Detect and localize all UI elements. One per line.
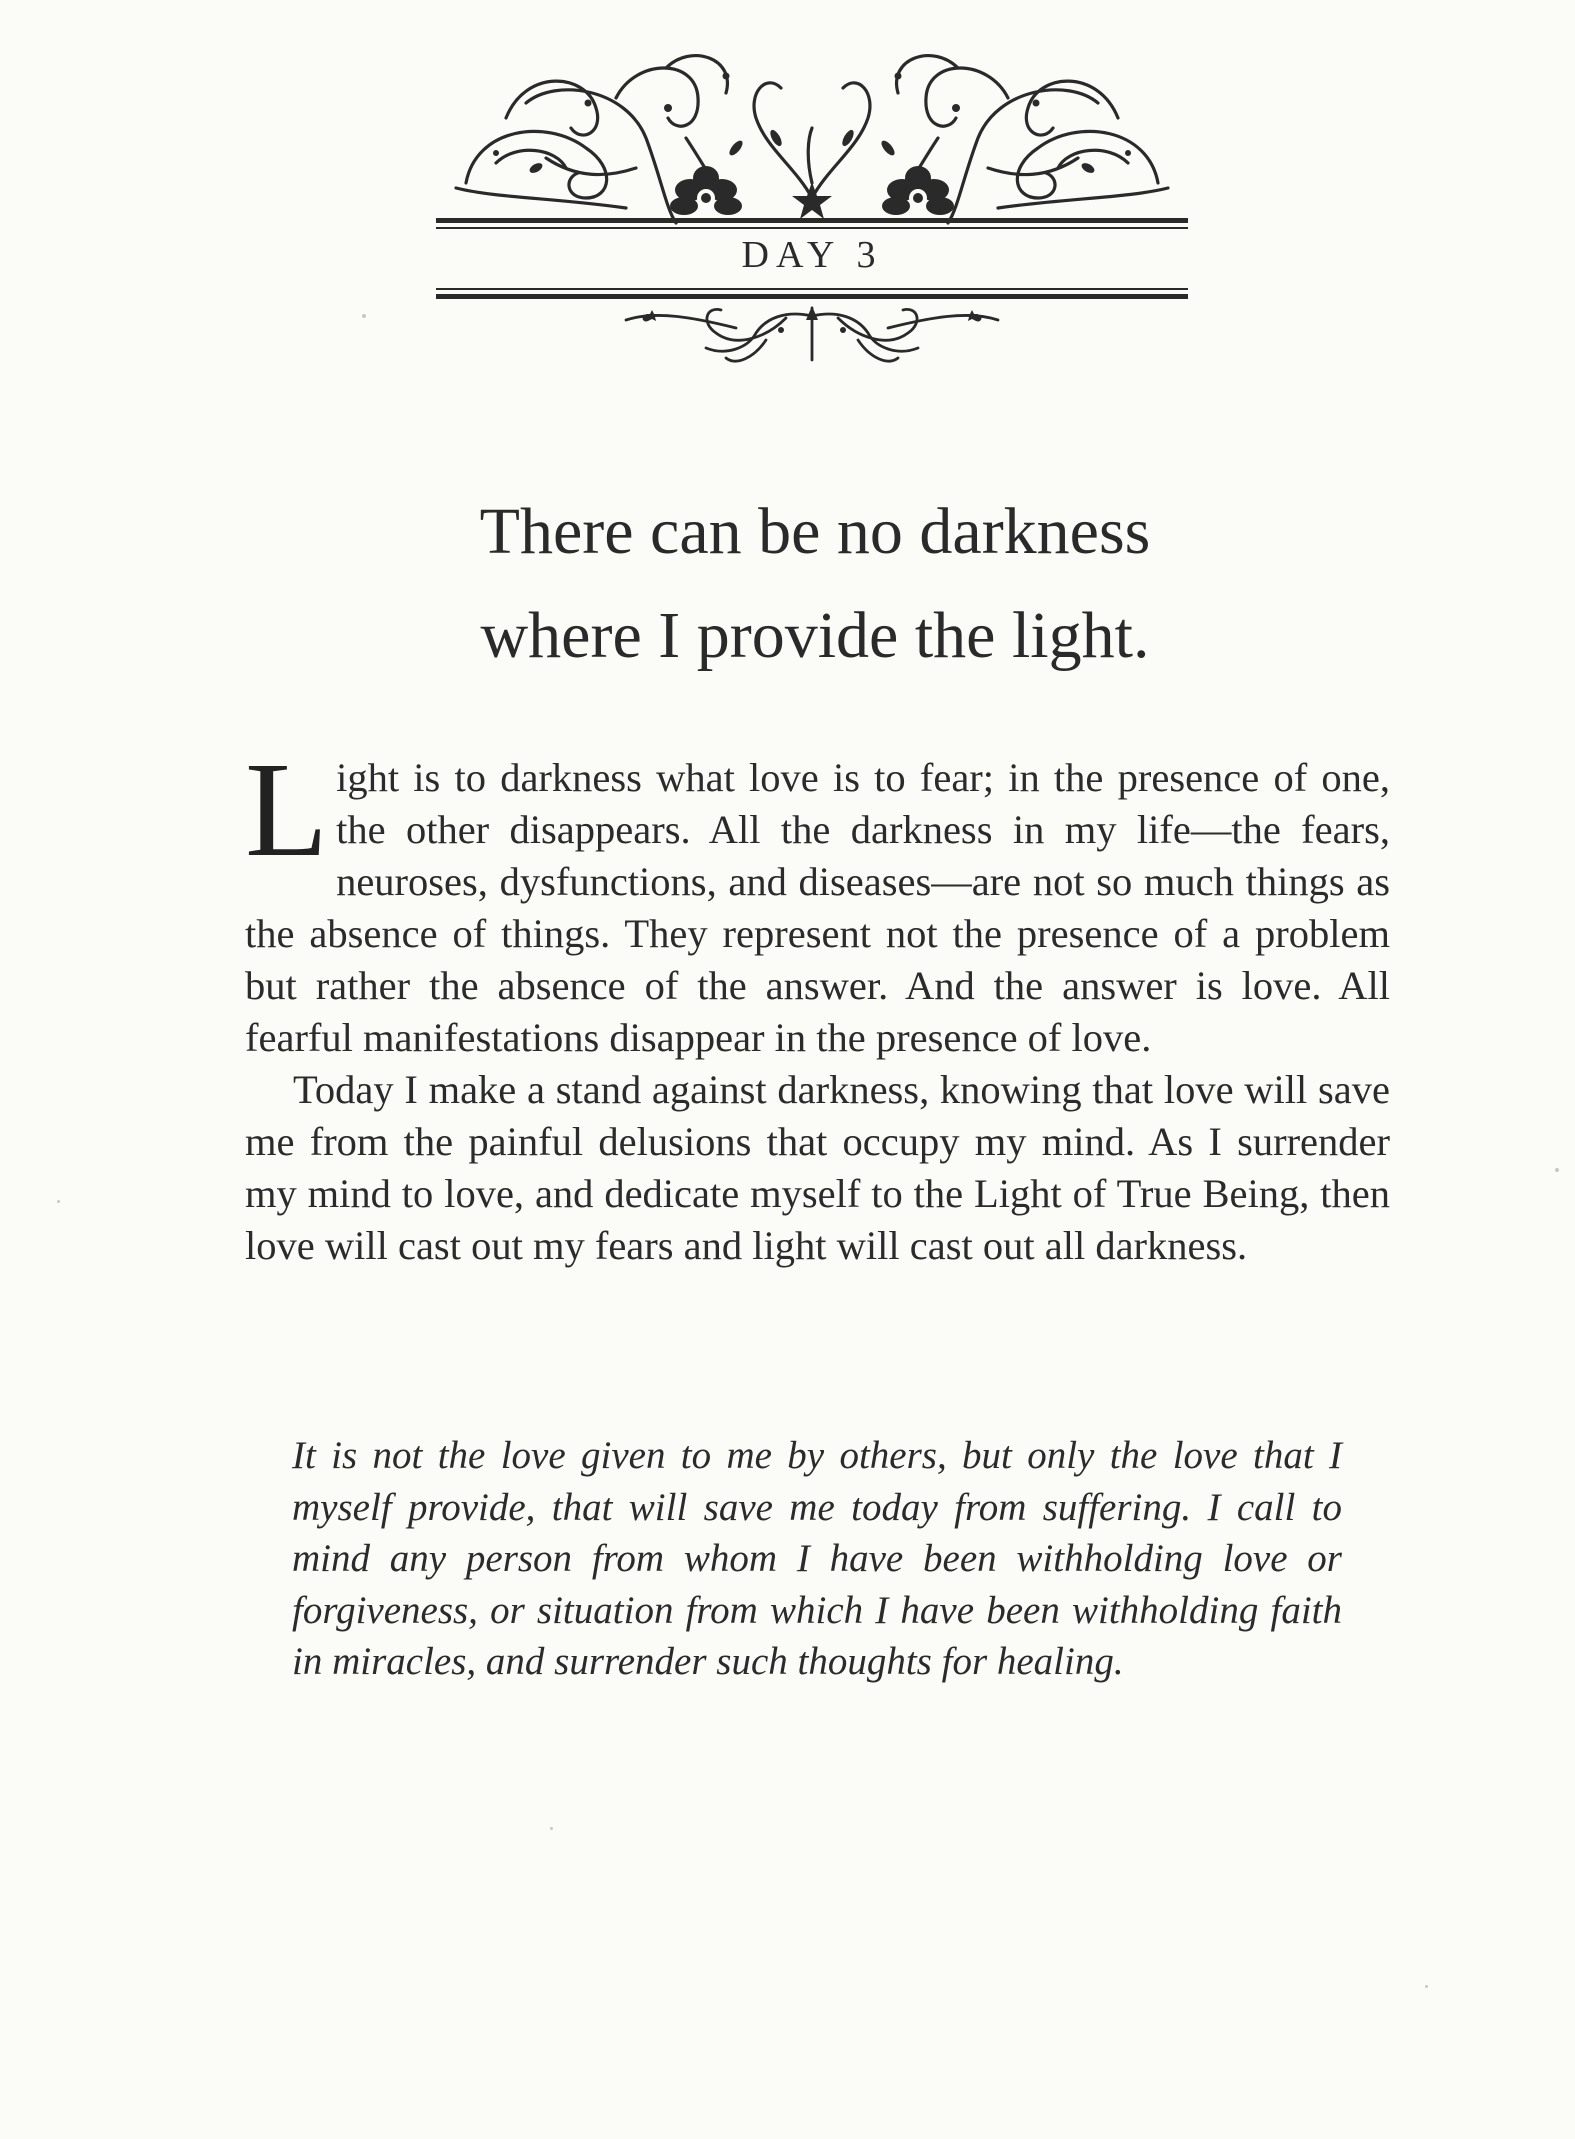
affirmation-text: It is not the love given to me by others, but only the love that I myself provide, that will save me today from suffering. I call to mind any person from whom I have been withholding love or forgiveness, or situation from which I have been withholding faith in miracles, and surrender such thoughts for healing. bbox=[292, 1434, 1342, 1683]
day-label: DAY 3 bbox=[741, 234, 883, 276]
title-line-2: where I provide the light. bbox=[480, 599, 1150, 672]
paragraph-1 bbox=[245, 735, 1390, 1064]
paragraph-2: Today I make a stand against darkness, knowing that love will save me from the painful delusions that occupy my mind. As I surrender my mind to love, and dedicate myself to the Light of True Being, then love will cast out my fears and light will cast out all darkness. bbox=[245, 1067, 1390, 1268]
drop-cap: L bbox=[245, 735, 329, 885]
scan-speck bbox=[1425, 1985, 1428, 1988]
floral-scroll-ornament bbox=[436, 48, 1188, 388]
chapter-ornament bbox=[436, 48, 1188, 388]
page-title bbox=[300, 480, 1330, 688]
scan-speck bbox=[1555, 1168, 1559, 1172]
body-text bbox=[245, 735, 1390, 1272]
paragraph-1-text: ight is to darkness what love is to fear; in the presence of one, the other disappears. All the darkness in my life—the fears, neuroses, dysfunctions, and diseases—are not so much things as the absence of things. They represent not the presence of a problem but rather the absence of the answer. And the answer is love. All fearful manifestations disappear in the presence of love. bbox=[245, 755, 1390, 1060]
title-line-1: There can be no darkness bbox=[479, 495, 1151, 568]
scan-speck bbox=[362, 314, 366, 318]
scan-speck bbox=[57, 1200, 60, 1203]
scan-speck bbox=[550, 1827, 553, 1830]
